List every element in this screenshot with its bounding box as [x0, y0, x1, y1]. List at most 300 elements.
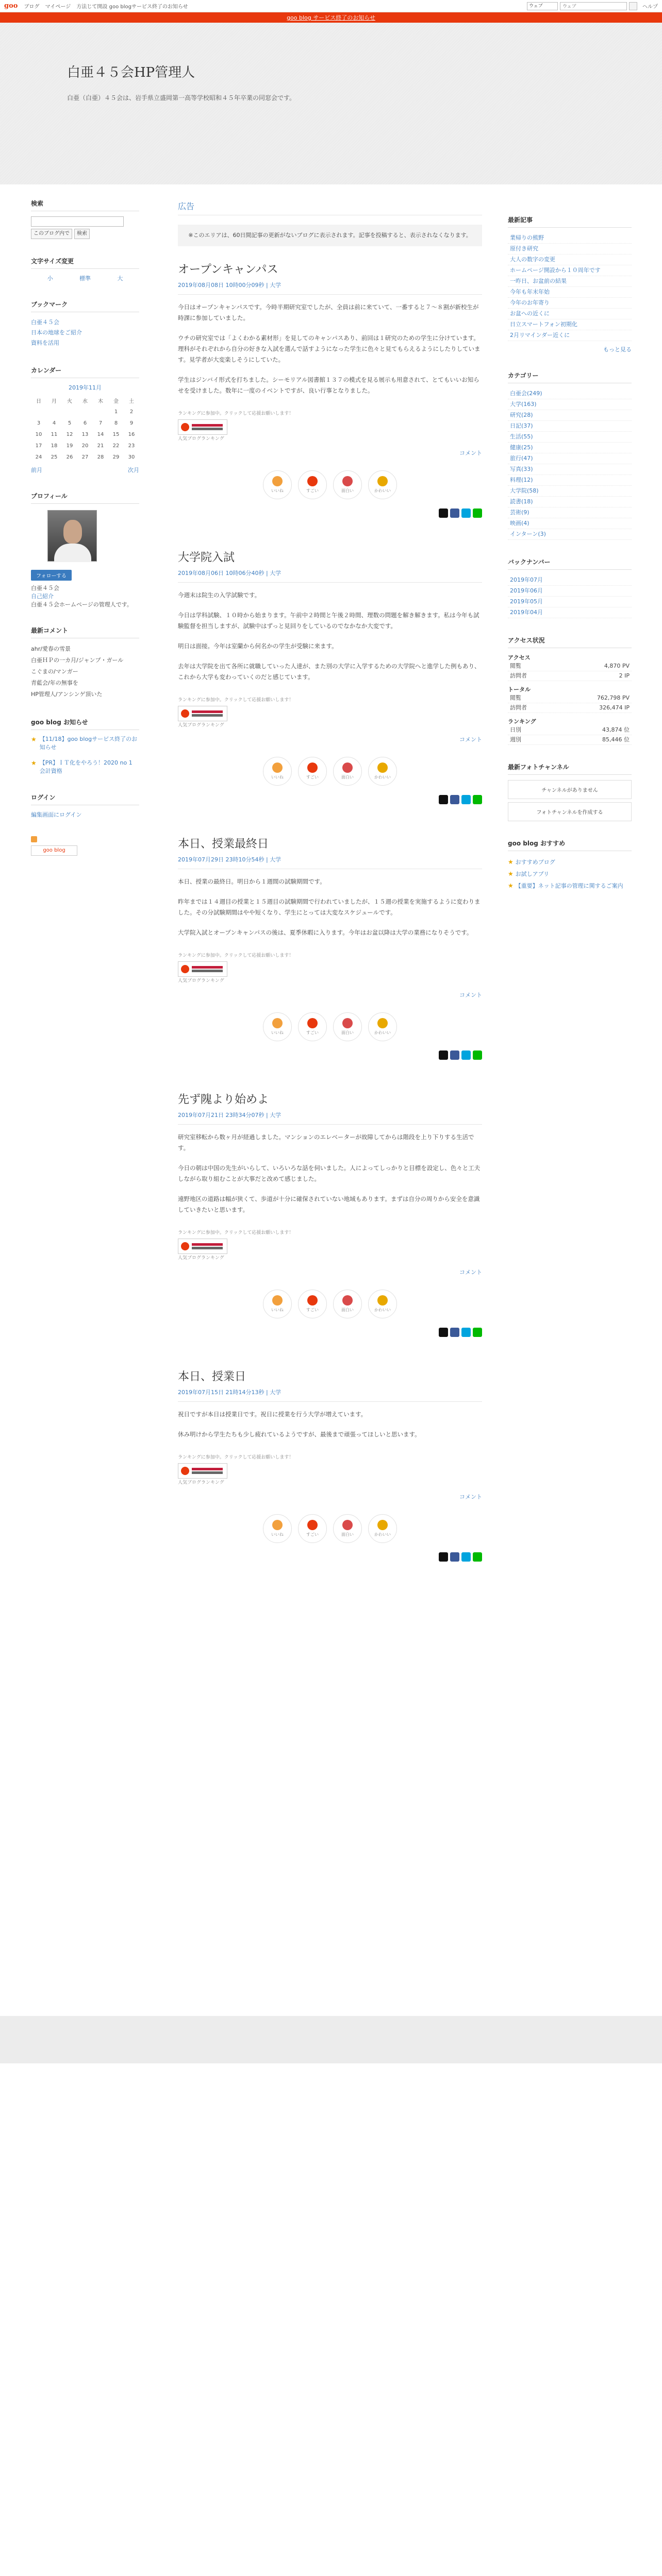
reaction-button[interactable] [298, 470, 327, 499]
calendar-day[interactable]: 28 [97, 454, 104, 460]
category-count: (33) [521, 466, 533, 472]
recent-comment[interactable]: HP管理人/アンシンゲ頂いた [31, 691, 103, 698]
reaction-label: すごい [306, 1532, 319, 1537]
reaction-button[interactable] [263, 470, 292, 499]
reaction-button[interactable] [263, 1514, 292, 1543]
recent-entry-link[interactable]: 一昨日、お盆前の結果 [508, 276, 632, 287]
access-today-label: アクセス [508, 654, 531, 661]
category-link[interactable] [508, 432, 632, 443]
goo-notice-block [31, 718, 139, 775]
access-value: 4,870 PV [604, 663, 630, 669]
reaction-label: かわいい [374, 1030, 391, 1035]
reaction-icon [307, 1295, 318, 1306]
reaction-button[interactable] [263, 757, 292, 786]
entry-meta[interactable]: 2019年08月06日 10時06分40秒 | 大学 [178, 569, 482, 583]
main-content [178, 200, 482, 1592]
category-heading: カテゴリー [508, 371, 632, 383]
facebook-icon[interactable] [450, 795, 459, 804]
recent-entry-link[interactable]: ホームページ開設から１０周年です [508, 265, 632, 276]
entry-body [178, 1132, 482, 1215]
facebook-icon[interactable] [450, 1552, 459, 1562]
entry-paragraph: 大学院入試とオープンキャンパスの後は、夏季休暇に入ります。今年はお盆以降は大学の業務になりそうです。 [178, 929, 473, 936]
goo-logo[interactable]: goo [4, 2, 18, 10]
backnumber-link[interactable]: 2019年05月 [508, 597, 632, 607]
access-row [508, 693, 632, 703]
calendar-day[interactable]: 13 [81, 431, 89, 437]
search-scope-dropdown[interactable]: このブログ内で [31, 229, 72, 239]
star-icon: ★ [508, 870, 516, 877]
reaction-icon [377, 762, 388, 773]
category-name: 映画 [510, 520, 521, 527]
calendar-day [93, 406, 108, 417]
category-link[interactable] [508, 507, 632, 518]
reaction-icon [377, 1520, 388, 1530]
access-key: 日別 [510, 726, 521, 733]
backnumber-link[interactable]: 2019年07月 [508, 575, 632, 586]
bookmark-link[interactable]: 白亜４５会 [31, 319, 59, 326]
access-value: 762,798 PV [597, 694, 630, 701]
comment-link[interactable]: コメント [459, 736, 482, 743]
ranking-label[interactable]: 人気ブログランキング [178, 436, 224, 442]
reaction-icon [377, 1295, 388, 1306]
help-link[interactable]: ヘルプ [642, 4, 658, 10]
calendar-day[interactable]: 16 [128, 431, 135, 437]
line-icon[interactable] [473, 509, 482, 518]
reaction-icon [307, 476, 318, 486]
calendar-day[interactable]: 10 [35, 431, 42, 437]
ranking-caption: ランキングに参加中。クリックして応援お願いします！ [178, 411, 294, 416]
calendar-month: 2019年11月 [69, 384, 102, 391]
share-buttons [178, 1552, 482, 1562]
reaction-icon [377, 1018, 388, 1028]
calendar-day[interactable]: 27 [81, 454, 89, 460]
follow-button[interactable]: フォローする [31, 570, 72, 581]
fontsize-small[interactable]: 小 [47, 275, 53, 282]
category-link[interactable] [508, 388, 632, 399]
reaction-icon [272, 1295, 283, 1306]
service-notice-link[interactable]: goo blog サービス終了のお知らせ [287, 14, 375, 21]
category-count: (37) [521, 422, 533, 429]
bookmark-block [31, 300, 139, 348]
line-icon[interactable] [473, 795, 482, 804]
calendar-day[interactable]: 6 [83, 420, 87, 426]
category-name: 白亜会 [510, 390, 527, 397]
blog-search-input[interactable] [31, 216, 124, 227]
calendar-week [31, 451, 139, 463]
bookmark-link[interactable]: 資料を活用 [31, 340, 59, 346]
goo-blog-badge[interactable]: goo blog [31, 845, 77, 856]
reaction-buttons [178, 757, 482, 786]
backnumber-block [508, 557, 632, 618]
calendar-day[interactable]: 29 [112, 454, 120, 460]
recent-entry-link[interactable]: 日立スマートフォン初期化 [508, 319, 632, 330]
category-count: (58) [527, 487, 539, 494]
login-link[interactable]: 編集画面にログイン [31, 811, 82, 818]
right-sidebar [508, 215, 632, 909]
comment-link[interactable]: コメント [459, 992, 482, 998]
comment-link[interactable]: コメント [459, 450, 482, 456]
profile-text: 白亜４５会ホームページの管理人です。 [31, 601, 133, 608]
hatena-icon[interactable] [461, 1552, 471, 1562]
calendar-day[interactable]: 8 [114, 420, 118, 426]
access-total-label: トータル [508, 686, 531, 693]
photo-channel-heading: 最新フォトチャンネル [508, 762, 632, 775]
footer-badge-block [31, 836, 139, 856]
reaction-button[interactable] [368, 757, 397, 786]
calendar-day[interactable]: 4 [52, 420, 56, 426]
fontsize-large[interactable]: 大 [117, 275, 123, 282]
category-name: 芸術 [510, 509, 521, 516]
reaction-label: すごい [306, 775, 319, 779]
x-icon[interactable] [439, 1050, 448, 1060]
calendar-day[interactable]: 14 [97, 431, 104, 437]
reaction-icon [307, 762, 318, 773]
ranking-badge[interactable] [178, 961, 227, 977]
calendar-day[interactable]: 21 [97, 443, 104, 449]
reaction-label: いいね [271, 1532, 284, 1537]
calendar-day[interactable]: 22 [112, 443, 120, 449]
reaction-icon [342, 1520, 353, 1530]
blog-search-button[interactable]: 検索 [74, 229, 90, 239]
hatena-icon[interactable] [461, 509, 471, 518]
recent-entry-link[interactable]: 原付き研究 [508, 244, 632, 255]
calendar-day[interactable]: 30 [128, 454, 135, 460]
calendar-weekday: 水 [82, 398, 88, 404]
reaction-label: いいね [271, 1030, 284, 1035]
category-link[interactable] [508, 518, 632, 529]
photo-channel-block [508, 762, 632, 821]
access-value: 2 IP [619, 672, 630, 679]
reaction-button[interactable] [298, 757, 327, 786]
facebook-icon[interactable] [450, 509, 459, 518]
comment-link[interactable]: コメント [459, 1269, 482, 1276]
reaction-button[interactable] [333, 470, 362, 499]
reaction-icon [342, 762, 353, 773]
goo-recommend-heading: goo blog おすすめ [508, 839, 632, 851]
category-name: 研究 [510, 412, 521, 418]
ranking-badge[interactable] [178, 419, 227, 435]
hatena-icon[interactable] [461, 795, 471, 804]
category-name: 読書 [510, 498, 521, 505]
entry-meta[interactable]: 2019年08月08日 10時00分09秒 | 大学 [178, 281, 482, 295]
access-key: 週別 [510, 736, 521, 743]
hatena-icon[interactable] [461, 1050, 471, 1060]
profile-name: 白亜４５会 [31, 585, 59, 591]
facebook-icon[interactable] [450, 1328, 459, 1337]
reaction-button[interactable] [333, 1514, 362, 1543]
entry-paragraph: 明日は面接。今年は室蘭から何名かの学生が受験に来ます。 [178, 642, 338, 650]
ranking-banner [178, 952, 482, 984]
bookmark-link[interactable]: 日本の地球をご紹介 [31, 329, 82, 336]
reaction-label: 面白い [341, 1030, 354, 1035]
x-icon[interactable] [439, 1552, 448, 1562]
category-link[interactable] [508, 421, 632, 432]
calendar-day [77, 406, 93, 417]
reaction-button[interactable] [298, 1514, 327, 1543]
comment-link[interactable]: コメント [459, 1494, 482, 1500]
category-name: 健康 [510, 444, 521, 451]
entry-paragraph: 今週末は院生の入学試験です。 [178, 591, 261, 599]
reaction-label: 面白い [341, 1532, 354, 1537]
category-link[interactable] [508, 443, 632, 453]
star-icon: ★ [508, 858, 516, 866]
x-icon[interactable] [439, 1328, 448, 1337]
fontsize-heading: 文字サイズ変更 [31, 257, 139, 269]
hatena-icon[interactable] [461, 1328, 471, 1337]
recent-comment[interactable]: ahr/愛春の雪景 [31, 646, 71, 652]
recommend-item [508, 856, 632, 868]
rss-icon[interactable] [31, 836, 37, 842]
recent-entry-link[interactable]: 業帰りの熊野 [508, 233, 632, 244]
profile-photo [47, 510, 97, 562]
reaction-label: 面白い [341, 1308, 354, 1312]
backnumber-link[interactable]: 2019年04月 [508, 607, 632, 618]
profile-heading: プロフィール [31, 492, 139, 504]
category-name: インターン [510, 531, 538, 537]
recommend-link[interactable]: 【重要】ネット記事の管理に関するご案内 [515, 883, 623, 889]
calendar-table [31, 395, 139, 463]
topbar-search-input[interactable] [560, 2, 627, 10]
profile-intro-link[interactable]: 自己紹介 [31, 593, 54, 600]
category-link[interactable] [508, 486, 632, 497]
ranking-label[interactable]: 人気ブログランキング [178, 978, 224, 984]
recent-entry-link[interactable]: お盆への近くに [508, 309, 632, 319]
calendar-weekday: 日 [36, 398, 41, 404]
bookmark-heading: ブックマーク [31, 300, 139, 312]
entry-title[interactable]: 大学院入試 [178, 551, 235, 564]
category-link[interactable] [508, 529, 632, 540]
reaction-icon [272, 1520, 283, 1530]
reaction-button[interactable] [368, 1012, 397, 1041]
share-buttons [178, 1050, 482, 1060]
calendar-day[interactable]: 17 [35, 443, 42, 449]
calendar-day[interactable]: 3 [37, 420, 41, 426]
ad-band [0, 2016, 662, 2063]
recent-comment[interactable]: 青藍会/年の無事を [31, 680, 78, 686]
line-icon[interactable] [473, 1552, 482, 1562]
reaction-icon [342, 1295, 353, 1306]
x-icon[interactable] [439, 509, 448, 518]
entry-title[interactable]: 先ず隗より始めよ [178, 1093, 269, 1106]
ranking-label[interactable]: 人気ブログランキング [178, 1480, 224, 1485]
reaction-button[interactable] [263, 1012, 292, 1041]
calendar-week [31, 440, 139, 451]
access-row [508, 735, 632, 745]
search-scope-select[interactable]: ウェブ [527, 2, 558, 10]
entry-paragraph: 昨年までは１４週目の授業と１５週目の試験期間で行われていましたが、１５週の授業を実施するように変わりました。その分試験期間はやや短くなり、学生にとっては大変なスケジュールです。 [178, 898, 481, 916]
recommend-link[interactable]: お試しアプリ [515, 871, 550, 877]
line-icon[interactable] [473, 1328, 482, 1337]
category-name: 旅行 [510, 455, 521, 462]
star-icon: ★ [31, 736, 37, 743]
share-buttons [178, 1328, 482, 1337]
blog-entry [178, 835, 482, 1060]
recent-entry-link[interactable]: 今年も年末年始 [508, 287, 632, 298]
blog-title[interactable]: 白亜４５会HP管理人 [67, 65, 195, 80]
reaction-label: すごい [306, 1030, 319, 1035]
line-icon[interactable] [473, 1050, 482, 1060]
reaction-icon [342, 476, 353, 486]
calendar-day[interactable]: 23 [128, 443, 135, 449]
entry-paragraph: 学生はジンバイ形式を打ちました。シーモリアル図書館１３７の模式を見る展示も用意されて、とてもいいお知らせを受けました。数年に一度のイベントですが、良い行事となりました。 [178, 376, 479, 394]
reaction-button[interactable] [298, 1290, 327, 1318]
ranking-badge[interactable] [178, 1463, 227, 1479]
ranking-badge[interactable] [178, 1239, 227, 1254]
x-icon[interactable] [439, 795, 448, 804]
more-link[interactable]: もっと見る [603, 346, 632, 353]
reaction-label: かわいい [374, 1308, 391, 1312]
calendar-day[interactable]: 1 [114, 409, 118, 415]
reaction-icon [272, 476, 283, 486]
recommend-item [508, 880, 632, 892]
calendar-day[interactable]: 19 [66, 443, 73, 449]
ranking-label[interactable]: 人気ブログランキング [178, 1256, 224, 1261]
reaction-button[interactable] [298, 1012, 327, 1041]
calendar-day[interactable]: 18 [51, 443, 58, 449]
topbar-link-notice[interactable]: 方法じて開設 goo blogサービス終了のお知らせ [76, 4, 188, 10]
blog-search-block [31, 199, 139, 239]
calendar-day[interactable]: 26 [66, 454, 73, 460]
calendar-day[interactable]: 20 [81, 443, 89, 449]
entry-paragraph: 今日の朝は中国の先生がいらして、いろいろな話を伺いました。人によってしっかりと目標を設定し、色々と工夫しながら取り組むことが大事だと改めて感じました。 [178, 1164, 481, 1182]
category-link[interactable] [508, 399, 632, 410]
calendar-day[interactable]: 2 [129, 409, 134, 415]
access-row [508, 725, 632, 735]
calendar-day[interactable]: 24 [35, 454, 42, 460]
reaction-button[interactable] [333, 1012, 362, 1041]
create-channel-link[interactable]: フォトチャンネルを作成する [508, 802, 632, 821]
reaction-icon [272, 1018, 283, 1028]
blog-header [0, 23, 662, 184]
access-row [508, 703, 632, 713]
calendar-day[interactable]: 5 [68, 420, 72, 426]
category-count: (12) [521, 477, 533, 483]
calendar-day[interactable]: 12 [66, 431, 73, 437]
entry-title[interactable]: 本日、授業最終日 [178, 838, 269, 851]
reaction-button[interactable] [368, 470, 397, 499]
facebook-icon[interactable] [450, 1050, 459, 1060]
entry-paragraph: 遠野地区の道路は幅が狭くて、歩道が十分に確保されていない地域もあります。まずは自分の周りから安全を意識していきたいと思います。 [178, 1195, 480, 1213]
reaction-label: すごい [306, 488, 319, 493]
blog-description: 白亜（白亜）４５会は、岩手県立盛岡第一高等学校昭和４５年卒業の同窓会です。 [67, 94, 296, 101]
reaction-button[interactable] [368, 1514, 397, 1543]
access-key: 訪問者 [510, 672, 527, 679]
category-count: (4) [521, 520, 529, 527]
category-name: 料理 [510, 477, 521, 483]
recent-comments-heading: 最新コメント [31, 626, 139, 638]
reaction-button[interactable] [333, 1290, 362, 1318]
category-link[interactable] [508, 453, 632, 464]
topbar-link-blog[interactable]: ブログ [24, 4, 40, 10]
goo-notice-link[interactable]: 【11/18】goo blogサービス終了のお知らせ [39, 736, 138, 751]
recent-entry-link[interactable]: 2月リマインダー近くに [508, 330, 632, 341]
reaction-label: 面白い [341, 488, 354, 493]
reaction-buttons [178, 1012, 482, 1041]
category-link[interactable] [508, 475, 632, 486]
access-key: 閲覧 [510, 663, 521, 669]
goo-notice-link[interactable]: 【PR】ＩＴ化をやろう！2020 no 1 会計資格 [39, 759, 133, 774]
search-icon[interactable] [629, 2, 637, 10]
recent-entry-link[interactable]: 今年のお年寄り [508, 298, 632, 309]
recent-comment[interactable]: こぐまの/マンガー [31, 668, 78, 675]
calendar-weekday: 火 [67, 398, 72, 404]
calendar-day[interactable]: 25 [51, 454, 58, 460]
reaction-label: かわいい [374, 488, 391, 493]
entry-list [178, 261, 482, 1562]
reaction-icon [272, 762, 283, 773]
calendar-next-link[interactable]: 次月 [128, 467, 139, 473]
calendar-day [46, 406, 62, 417]
left-sidebar [31, 199, 139, 873]
reaction-label: かわいい [374, 1532, 391, 1537]
recent-entries-block [508, 215, 632, 353]
fontsize-block [31, 257, 139, 282]
search-heading: 検索 [31, 199, 139, 211]
login-block [31, 793, 139, 819]
star-icon: ★ [508, 882, 516, 889]
reaction-label: すごい [306, 1308, 319, 1312]
entry-meta[interactable]: 2019年07月21日 23時34分07秒 | 大学 [178, 1111, 482, 1125]
reaction-icon [377, 476, 388, 486]
ranking-label[interactable]: 人気ブログランキング [178, 723, 224, 728]
fontsize-normal[interactable]: 標準 [79, 275, 91, 282]
ranking-badge[interactable] [178, 706, 227, 721]
backnumber-link[interactable]: 2019年06月 [508, 586, 632, 597]
reaction-label: かわいい [374, 775, 391, 779]
recommend-link[interactable]: おすすめブログ [515, 859, 555, 866]
calendar-day[interactable]: 11 [51, 431, 58, 437]
entry-body [178, 302, 482, 396]
entry-meta[interactable]: 2019年07月29日 23時10分54秒 | 大学 [178, 855, 482, 869]
backnumber-heading: バックナンバー [508, 557, 632, 570]
calendar-day[interactable]: 7 [98, 420, 103, 426]
category-count: (249) [527, 390, 542, 397]
blog-entry [178, 1091, 482, 1337]
entry-paragraph: 今日はオープンキャンパスです。今時半期研究室でしたが、全員は前に来ていて、一番すると７～８割が新校生が時課に参加していました。 [178, 303, 479, 321]
entry-body [178, 590, 482, 683]
entry-paragraph: 研究室移転から数ヶ月が経過しました。マンションのエレベーターが故障してからは階段を上り下りする生活です。 [178, 1133, 474, 1151]
calendar-weekday: 木 [98, 398, 103, 404]
calendar-day[interactable]: 9 [129, 420, 134, 426]
category-link[interactable] [508, 410, 632, 421]
recent-entry-link[interactable]: 大人の数字の変更 [508, 255, 632, 265]
topbar-links [24, 2, 192, 10]
category-count: (47) [521, 455, 533, 462]
entry-title[interactable]: オープンキャンパス [178, 263, 278, 276]
recent-comments-block [31, 626, 139, 700]
reaction-button[interactable] [263, 1290, 292, 1318]
reaction-icon [307, 1520, 318, 1530]
category-link[interactable] [508, 464, 632, 475]
calendar-prev-link[interactable]: 前月 [31, 467, 42, 473]
category-link[interactable] [508, 497, 632, 507]
calendar-day[interactable]: 15 [112, 431, 120, 437]
entry-body [178, 1409, 482, 1440]
entry-paragraph: 今日は学科試験、１０時から始まります。午前中２時間と午後２時間、理数の問題を解き解きます。私は今年も試験監督を担当しますが、試験中はずっと見回りをしているのでなかなか大変です。 [178, 612, 479, 630]
reaction-button[interactable] [333, 757, 362, 786]
calendar-day [31, 406, 46, 417]
ranking-caption: ランキングに参加中。クリックして応援お願いします！ [178, 1230, 294, 1235]
reaction-button[interactable] [368, 1290, 397, 1318]
topbar-link-mypage[interactable]: マイページ [45, 4, 71, 10]
entry-title[interactable]: 本日、授業日 [178, 1370, 246, 1383]
reaction-buttons [178, 1290, 482, 1318]
recent-comment[interactable]: 白亜ＨＰの一カ月/ジャンプ・ガール [31, 657, 124, 664]
access-rank-label: ランキング [508, 718, 536, 725]
access-block [508, 636, 632, 745]
entry-meta[interactable]: 2019年07月15日 21時14分13秒 | 大学 [178, 1388, 482, 1402]
share-buttons [178, 795, 482, 804]
